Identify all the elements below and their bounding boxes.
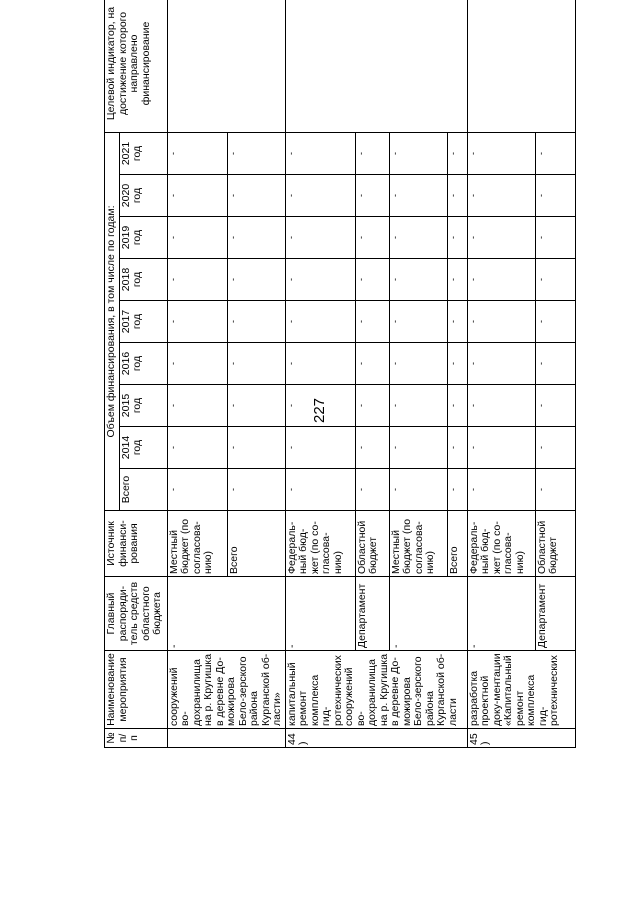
row-num: 45) (467, 729, 575, 748)
row-source: Местный бюджет (по согласова-нию) (167, 511, 227, 577)
row-name: капитальный ремонт комплекса гид-ротехнических сооружений во-дохранилища на р. Кругишка в деревне До-можирова Бело-зерского района Курганской об-ласти (285, 651, 467, 729)
header-year-2020: 2020 год (119, 175, 167, 217)
header-year-2017: 2017 год (119, 301, 167, 343)
cell-2021: - (227, 132, 285, 174)
cell-2021: - (355, 132, 389, 174)
cell-2014: - (285, 427, 355, 469)
cell-2020: - (447, 175, 467, 217)
cell-2017: - (285, 301, 355, 343)
cell-2015: - (355, 385, 389, 427)
header-year-2019: 2019 год (119, 217, 167, 259)
cell-2017: - (535, 301, 575, 343)
cell-2016: - (227, 343, 285, 385)
cell-2016: - (167, 343, 227, 385)
cell-2016: - (355, 343, 389, 385)
row-manager: Департамент (535, 577, 575, 651)
cell-2015: - (227, 385, 285, 427)
cell-indicator (285, 0, 467, 132)
cell-2014: - (467, 427, 535, 469)
row-manager: - (467, 577, 535, 651)
header-year-2014: 2014 год (119, 427, 167, 469)
cell-2016: - (285, 343, 355, 385)
cell-2018: - (285, 259, 355, 301)
cell-2015: - (389, 385, 447, 427)
row-name: сооружений во-дохранилища на р. Кругишка в деревне До-можирова Бело-зерского района Курганской об-ласти» (167, 651, 285, 729)
header-year-2018: 2018 год (119, 259, 167, 301)
cell-2021: - (535, 132, 575, 174)
header-num: № п/п (105, 729, 168, 748)
financing-table (104, 0, 576, 748)
cell-2020: - (355, 175, 389, 217)
cell-2017: - (355, 301, 389, 343)
cell-2017: - (389, 301, 447, 343)
cell-2019: - (389, 217, 447, 259)
cell-2020: - (535, 175, 575, 217)
cell-total: - (389, 469, 447, 511)
cell-2021: - (389, 132, 447, 174)
header-total: Всего (119, 469, 167, 511)
row-manager: - (285, 577, 355, 651)
cell-2021: - (285, 132, 355, 174)
cell-2016: - (447, 343, 467, 385)
cell-2018: - (355, 259, 389, 301)
table-row (467, 0, 535, 748)
row-name: разработка проектной доку-ментации «Капитальный ремонт комплекса гид-ротехнических (467, 651, 575, 729)
cell-2014: - (227, 427, 285, 469)
cell-2016: - (389, 343, 447, 385)
cell-indicator (467, 0, 575, 132)
cell-total: - (227, 469, 285, 511)
row-manager: - (167, 577, 285, 651)
table-row (167, 0, 227, 748)
cell-2021: - (467, 132, 535, 174)
cell-2020: - (389, 175, 447, 217)
cell-total: - (447, 469, 467, 511)
cell-2016: - (535, 343, 575, 385)
header-volume: Объем финансирования, в том числе по годам: (105, 132, 120, 510)
cell-2020: - (227, 175, 285, 217)
row-num (167, 729, 285, 748)
cell-total: - (167, 469, 227, 511)
cell-2015: - (285, 385, 355, 427)
cell-2014: - (355, 427, 389, 469)
cell-total: - (535, 469, 575, 511)
cell-2018: - (389, 259, 447, 301)
cell-2019: - (227, 217, 285, 259)
cell-2019: - (285, 217, 355, 259)
row-num: 44) (285, 729, 467, 748)
header-year-2015: 2015 год (119, 385, 167, 427)
cell-2015: - (447, 385, 467, 427)
row-source: Всего (227, 511, 285, 577)
cell-2019: - (355, 217, 389, 259)
cell-total: - (467, 469, 535, 511)
cell-2015: - (535, 385, 575, 427)
cell-2021: - (167, 132, 227, 174)
cell-2018: - (535, 259, 575, 301)
row-source: Местный бюджет (по согласова-нию) (389, 511, 447, 577)
cell-2019: - (467, 217, 535, 259)
cell-2018: - (447, 259, 467, 301)
cell-2021: - (447, 132, 467, 174)
header-year-2021: 2021 год (119, 132, 167, 174)
cell-2014: - (389, 427, 447, 469)
row-manager: - (389, 577, 467, 651)
cell-indicator (167, 0, 285, 132)
cell-2014: - (167, 427, 227, 469)
header-name: Наименование мероприятия (105, 651, 168, 729)
cell-2017: - (467, 301, 535, 343)
cell-2020: - (285, 175, 355, 217)
row-source: Федераль-ный бюд-жет (по со-гласова-нию) (285, 511, 355, 577)
cell-2020: - (467, 175, 535, 217)
cell-2015: - (167, 385, 227, 427)
cell-2020: - (167, 175, 227, 217)
cell-2016: - (467, 343, 535, 385)
cell-2019: - (447, 217, 467, 259)
header-manager: Главный распоряди-тель средств областного бюджета (105, 577, 168, 651)
cell-2019: - (167, 217, 227, 259)
header-source: Источник финанси-рования (105, 511, 168, 577)
document-table-wrapper (104, 6, 640, 748)
table-row (285, 0, 355, 748)
row-source: Всего (447, 511, 467, 577)
cell-2015: - (467, 385, 535, 427)
cell-2017: - (447, 301, 467, 343)
row-source: Областной бюджет (355, 511, 389, 577)
cell-2017: - (227, 301, 285, 343)
cell-2014: - (535, 427, 575, 469)
row-source: Областной бюджет (535, 511, 575, 577)
header-year-2016: 2016 год (119, 343, 167, 385)
cell-2018: - (467, 259, 535, 301)
header-indicator: Целевой индикатор, на достижение которого направлено финансирование (105, 0, 168, 132)
page-number: 227 (311, 397, 329, 423)
cell-2019: - (535, 217, 575, 259)
cell-2014: - (447, 427, 467, 469)
cell-2017: - (167, 301, 227, 343)
row-manager: Департамент (355, 577, 389, 651)
cell-2018: - (227, 259, 285, 301)
cell-total: - (285, 469, 355, 511)
cell-total: - (355, 469, 389, 511)
cell-2018: - (167, 259, 227, 301)
row-source: Федераль-ный бюд-жет (по со-гласова-нию) (467, 511, 535, 577)
